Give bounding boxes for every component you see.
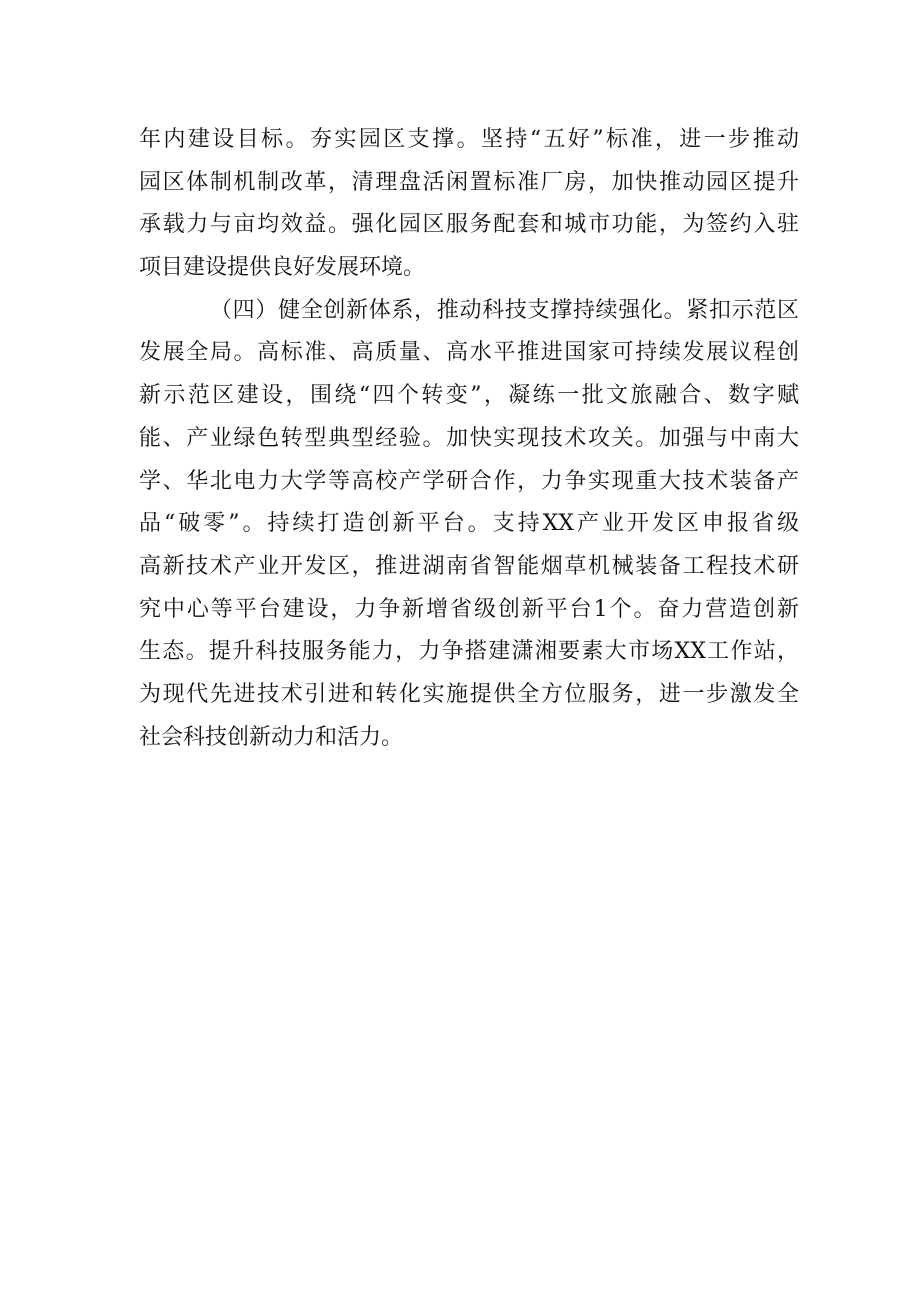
text-line: 发展全局。高标准、高质量、高水平推进国家可持续发展议程创 [139, 340, 799, 366]
text-line: （四）健全创新体系，推动科技支撑持续强化。紧扣示范区 [210, 297, 799, 323]
text-line: 社会科技创新动力和活力。 [139, 724, 404, 750]
text-line: 学、华北电力大学等高校产学研合作，力争实现重大技术装备产 [139, 468, 799, 494]
text-line: 高新技术产业开发区，推进湖南省智能烟草机械装备工程技术研 [139, 553, 799, 579]
text-line: 园区体制机制改革，清理盘活闲置标准厂房，加快推动园区提升 [139, 169, 799, 195]
paragraph [139, 290, 799, 760]
text-line: 年内建设目标。夯实园区支撑。坚持“五好”标准，进一步推动 [139, 127, 799, 152]
text-line: 项目建设提供良好发展环境。 [139, 255, 426, 281]
text-line: 品“破零”。持续打造创新平台。支持XX产业开发区申报省级 [139, 511, 799, 537]
text-line: 为现代先进技术引进和转化实施提供全方位服务，进一步激发全 [139, 681, 799, 707]
paragraph [139, 119, 799, 290]
text-line: 承载力与亩均效益。强化园区服务配套和城市功能，为签约入驻 [139, 212, 799, 238]
document-body [139, 119, 799, 759]
text-line: 新示范区建设，围绕“四个转变”，凝练一批文旅融合、数字赋 [139, 383, 799, 409]
text-line: 究中心等平台建设，力争新增省级创新平台1个。奋力营造创新 [139, 596, 799, 622]
text-line: 生态。提升科技服务能力，力争搭建潇湘要素大市场XX工作站， [139, 639, 799, 665]
text-line: 能、产业绿色转型典型经验。加快实现技术攻关。加强与中南大 [139, 425, 799, 451]
